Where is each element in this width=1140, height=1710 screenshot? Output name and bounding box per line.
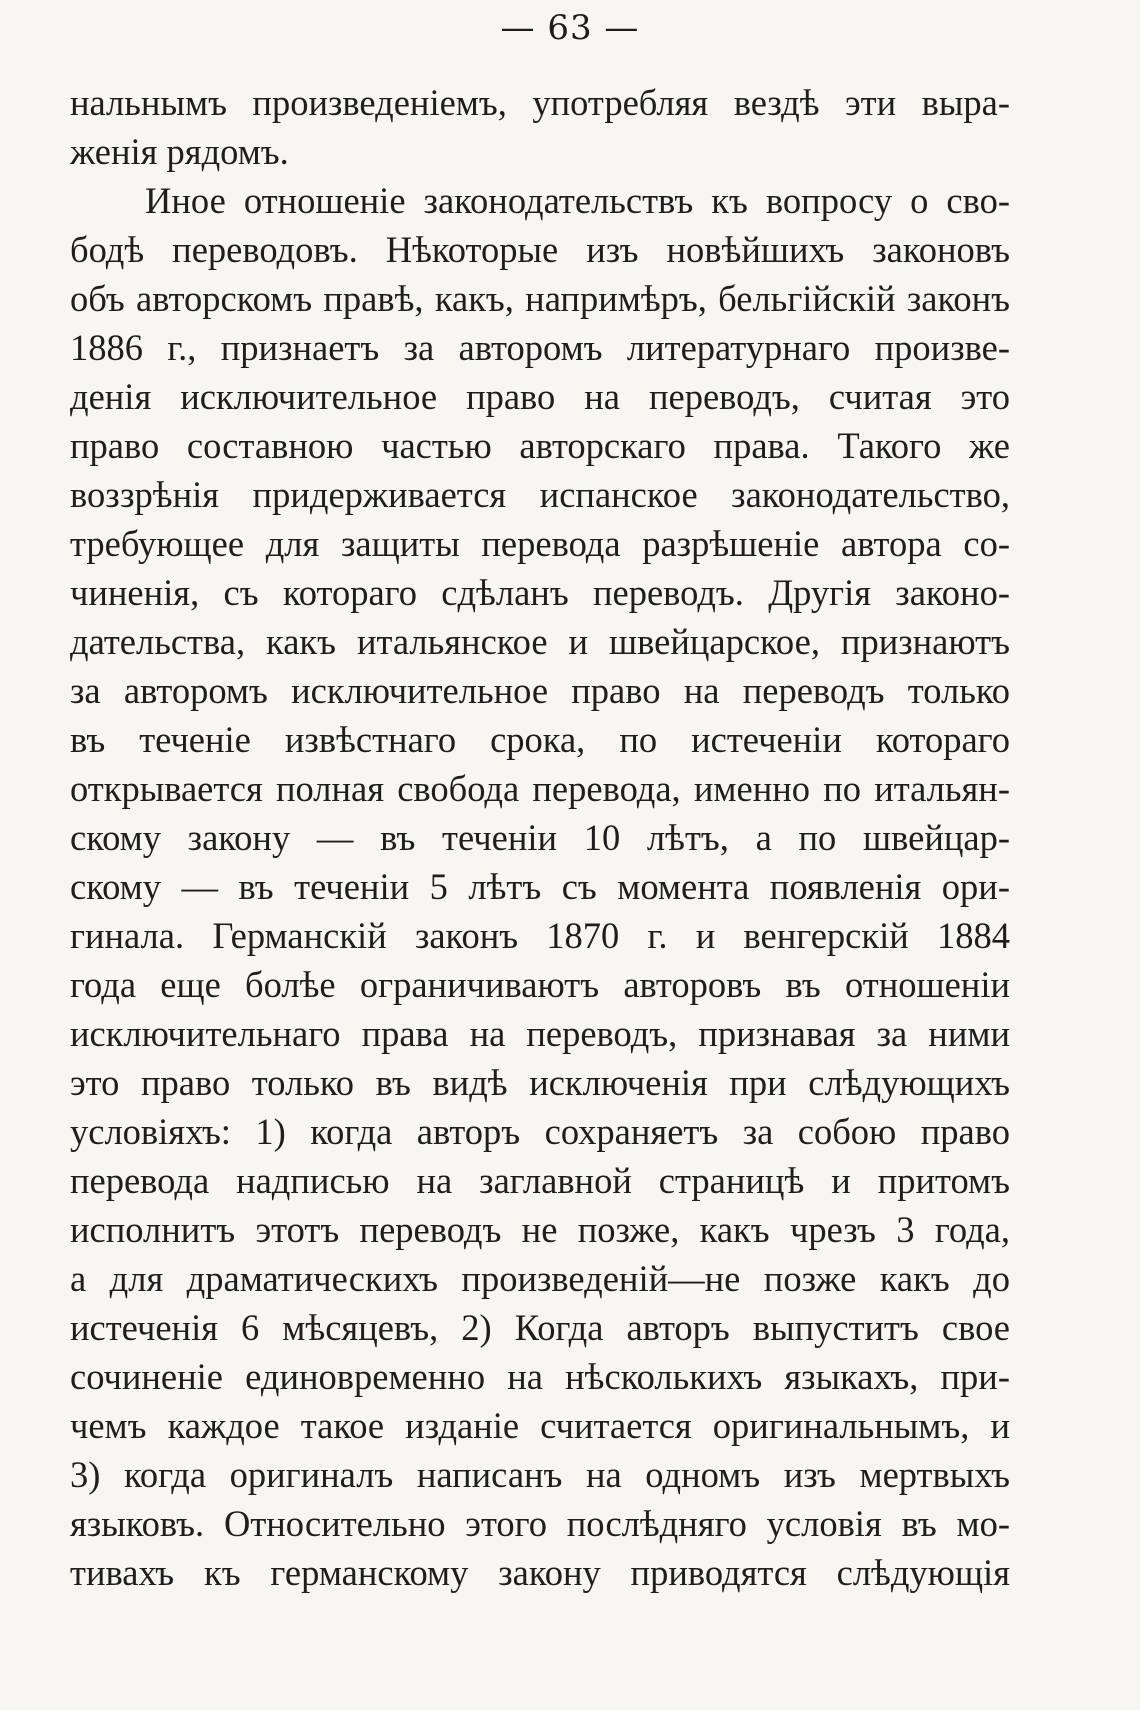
page-number: — 63 — bbox=[500, 8, 640, 48]
text-line: за авторомъ исключительное право на переводъ только bbox=[70, 670, 1010, 711]
text-line: а для драматическихъ произведеній—не позже какъ до bbox=[70, 1258, 1010, 1299]
text-line: нальнымъ произведеніемъ, употребляя вездѣ эти выра- bbox=[70, 82, 1010, 123]
text-line: право составною частью авторскаго права. Такого же bbox=[70, 425, 1010, 466]
paragraph-first-line: Иное отношеніе законодательствъ къ вопросу о сво- bbox=[145, 180, 1010, 221]
text-line: въ теченіе извѣстнаго срока, по истеченіи котораго bbox=[70, 719, 1010, 760]
text-line: года еще болѣе ограничиваютъ авторовъ въ отношеніи bbox=[70, 964, 1010, 1005]
text-line: женія рядомъ. bbox=[70, 131, 289, 172]
page-text bbox=[70, 78, 1010, 1597]
text-line: бодѣ переводовъ. Нѣкоторые изъ новѣйшихъ законовъ bbox=[70, 229, 1010, 270]
text-line: чемъ каждое такое изданіе считается оригинальнымъ, и bbox=[70, 1405, 1010, 1446]
text-line: денія исключительное право на переводъ, считая это bbox=[70, 376, 1010, 417]
text-line: 1886 г., признаетъ за авторомъ литературнаго произве- bbox=[70, 327, 1010, 368]
text-line: чиненія, съ котораго сдѣланъ переводъ. Другія законо- bbox=[70, 572, 1010, 613]
text-line: сочиненіе единовременно на нѣсколькихъ языкахъ, при- bbox=[70, 1356, 1010, 1397]
text-line: исключительнаго права на переводъ, признавая за ними bbox=[70, 1013, 1010, 1054]
text-line: объ авторскомъ правѣ, какъ, напримѣръ, бельгійскій законъ bbox=[70, 278, 1010, 319]
text-line: 3) когда оригиналъ написанъ на одномъ изъ мертвыхъ bbox=[70, 1454, 1010, 1495]
text-line: скому закону — въ теченіи 10 лѣтъ, а по швейцар- bbox=[70, 817, 1010, 858]
text-line: гинала. Германскій законъ 1870 г. и венгерскій 1884 bbox=[70, 915, 1010, 956]
text-line: открывается полная свобода перевода, именно по итальян- bbox=[70, 768, 1010, 809]
text-line: скому — въ теченіи 5 лѣтъ съ момента появленія ори- bbox=[70, 866, 1010, 907]
text-line: истеченія 6 мѣсяцевъ, 2) Когда авторъ выпуститъ свое bbox=[70, 1307, 1010, 1348]
text-line: тивахъ къ германскому закону приводятся слѣдующія bbox=[70, 1552, 1010, 1593]
text-line: перевода надписью на заглавной страницѣ и притомъ bbox=[70, 1160, 1010, 1201]
text-line: дательства, какъ итальянское и швейцарское, признаютъ bbox=[70, 621, 1010, 662]
text-line: языковъ. Относительно этого послѣдняго условія въ мо- bbox=[70, 1503, 1010, 1544]
text-line: исполнитъ этотъ переводъ не позже, какъ чрезъ 3 года, bbox=[70, 1209, 1010, 1250]
text-line: требующее для защиты перевода разрѣшеніе автора со- bbox=[70, 523, 1010, 564]
text-line: воззрѣнія придерживается испанское законодательство, bbox=[70, 474, 1010, 515]
text-line: это право только въ видѣ исключенія при слѣдующихъ bbox=[70, 1062, 1010, 1103]
text-line: условіяхъ: 1) когда авторъ сохраняетъ за собою право bbox=[70, 1111, 1010, 1152]
